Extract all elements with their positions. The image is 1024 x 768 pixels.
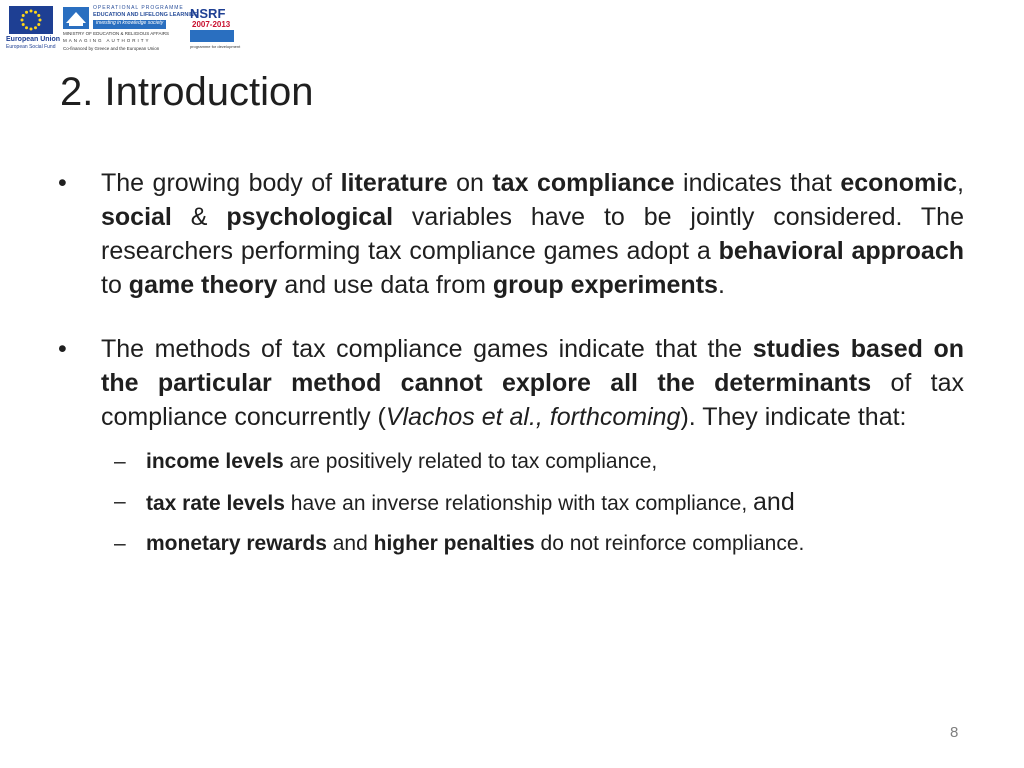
- nsrf-logo: [180, 6, 241, 52]
- op-logo-line6: Co-financed by Greece and the European Union: [63, 46, 160, 51]
- text-run: &: [171, 203, 227, 231]
- bold-run: group experiments: [492, 271, 718, 299]
- sponsor-logo-bar: [0, 0, 240, 58]
- text-run: The growing body of: [101, 169, 341, 197]
- bold-run: literature: [340, 169, 448, 197]
- sub-list-item: [58, 482, 964, 524]
- bullet-marker: •: [58, 335, 67, 363]
- text-run: and: [753, 488, 795, 516]
- programme-emblem-icon: [63, 7, 89, 29]
- text-run: do not reinforce compliance.: [534, 532, 805, 555]
- text-run: to: [101, 271, 129, 299]
- op-logo-line3: investing in knowledge society: [93, 20, 166, 29]
- text-run: are positively related to tax compliance,: [283, 450, 658, 473]
- op-logo-line2: EDUCATION AND LIFELONG LEARNING: [93, 12, 199, 18]
- text-run: and: [326, 532, 374, 555]
- eu-logo-subtitle: European Social Fund: [6, 44, 56, 50]
- text-run: and use data from: [277, 271, 493, 299]
- nsrf-banner-icon: [190, 30, 234, 42]
- bold-run: game theory: [128, 271, 278, 299]
- dash-marker: –: [114, 450, 126, 473]
- nsrf-years: 2007-2013: [192, 20, 231, 29]
- eu-logo-title: European Union: [6, 36, 61, 43]
- citation: Vlachos et al., forthcoming: [385, 403, 681, 431]
- sub-list-item: [58, 442, 964, 482]
- bold-run: higher penalties: [373, 532, 535, 555]
- bold-run: economic: [840, 169, 958, 197]
- bullet-item: [58, 166, 964, 302]
- bold-run: behavioral approach: [718, 237, 964, 265]
- bold-run: psychological: [226, 203, 394, 231]
- text-run: The methods of tax compliance games indicate that the: [101, 335, 753, 363]
- bold-run: income levels: [146, 450, 284, 473]
- bullet-item: [58, 332, 964, 434]
- text-run: ,: [957, 169, 964, 197]
- slide-content: [58, 166, 964, 564]
- bold-run: social: [101, 203, 172, 231]
- text-run: ). They indicate that:: [680, 403, 907, 431]
- slide-title: 2. Introduction: [60, 70, 314, 114]
- nsrf-name: NSRF: [190, 6, 226, 21]
- op-logo-line4: MINISTRY OF EDUCATION & RELIGIOUS AFFAIRS: [63, 31, 170, 36]
- bullet-marker: •: [58, 169, 67, 197]
- eu-logo: [6, 6, 61, 52]
- text-run: on: [447, 169, 493, 197]
- text-run: .: [717, 271, 725, 299]
- text-run: variables have to be jointly considered. The researchers performing tax compliance games adopt a: [101, 203, 964, 265]
- text-run: of tax compliance concurrently (: [101, 369, 964, 431]
- op-logo-line1: OPERATIONAL PROGRAMME: [93, 5, 184, 11]
- sub-list: [58, 442, 964, 564]
- bold-run: tax rate levels: [146, 492, 285, 515]
- text-run: indicates that: [674, 169, 841, 197]
- dash-marker: –: [114, 490, 126, 513]
- bold-run: studies based on the particular method cannot explore all the determinants: [101, 335, 964, 397]
- page-number: 8: [950, 724, 959, 741]
- op-logo-line5: MANAGING AUTHORITY: [63, 38, 151, 43]
- sub-list-item: [58, 524, 964, 564]
- dash-marker: –: [114, 532, 126, 555]
- nsrf-subtitle: programme for development: [190, 44, 241, 49]
- text-run: have an inverse relationship with tax compliance,: [284, 492, 754, 515]
- bold-run: monetary rewards: [146, 532, 327, 555]
- eu-flag-icon: [9, 6, 53, 34]
- operational-programme-logo: [63, 5, 199, 53]
- bold-run: tax compliance: [492, 169, 675, 197]
